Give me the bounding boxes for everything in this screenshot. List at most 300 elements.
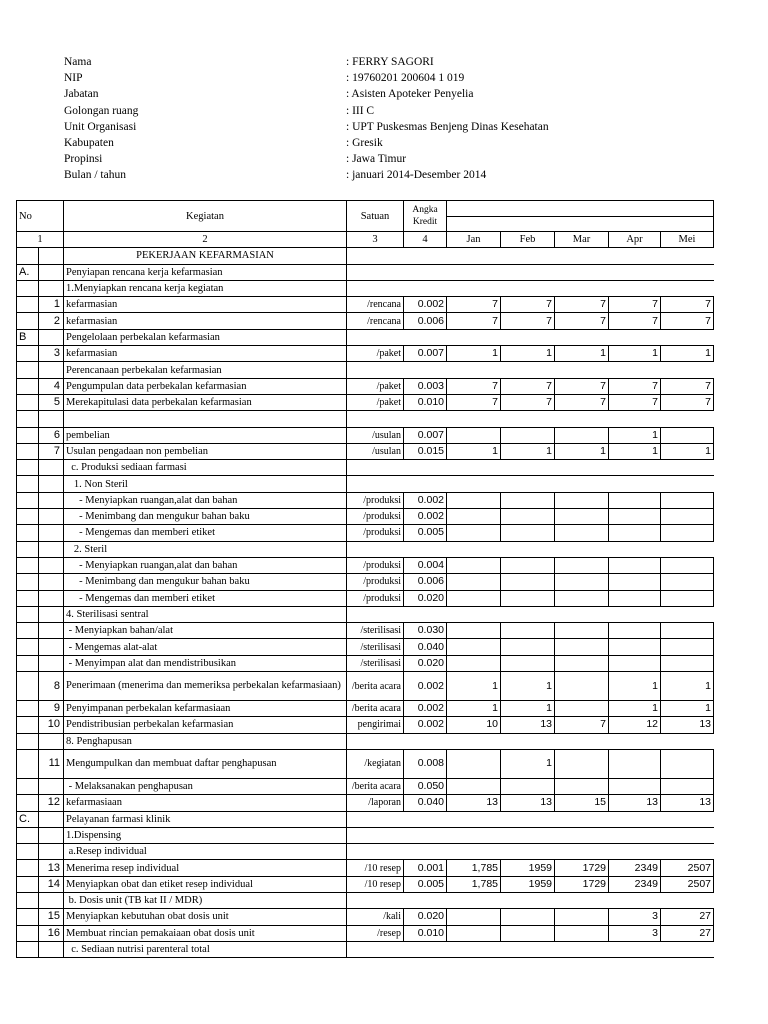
row-kegiatan: b. Dosis unit (TB kat II / MDR) — [64, 892, 347, 908]
row-satuan: /sterilisasi — [347, 639, 404, 655]
row-no — [39, 460, 64, 476]
row-empty-span — [347, 248, 714, 264]
row-no — [39, 941, 64, 957]
row-month-value — [609, 557, 661, 573]
row-no — [39, 362, 64, 378]
table-row — [17, 541, 714, 557]
row-month-value: 1 — [501, 701, 555, 717]
header-angka-kredit: Angka Kredit — [404, 201, 447, 232]
row-month-value: 13 — [661, 717, 714, 733]
info-row — [64, 86, 724, 102]
row-month-value — [661, 509, 714, 525]
row-kegiatan: - Menyimpan alat dan mendistribusikan — [64, 655, 347, 671]
row-month-value — [661, 557, 714, 573]
row-month-value: 13 — [447, 795, 501, 811]
row-satuan: /laporan — [347, 795, 404, 811]
table-row — [17, 492, 714, 508]
row-no — [39, 525, 64, 541]
row-month-value — [447, 492, 501, 508]
row-section — [17, 749, 39, 778]
row-kegiatan: - Mengemas dan memberi etiket — [64, 590, 347, 606]
row-month-value — [501, 525, 555, 541]
row-month-value — [447, 749, 501, 778]
info-row — [64, 119, 724, 135]
table-row — [17, 941, 714, 957]
row-angka-kredit: 0.015 — [404, 443, 447, 459]
row-month-value: 3 — [609, 925, 661, 941]
row-section — [17, 639, 39, 655]
row-empty-span — [347, 941, 714, 957]
row-no — [39, 574, 64, 590]
row-section — [17, 827, 39, 843]
row-month-value: 1 — [661, 443, 714, 459]
row-no — [39, 623, 64, 639]
row-month-value: 1959 — [501, 860, 555, 876]
row-empty-span — [347, 606, 714, 622]
row-empty-span — [347, 280, 714, 296]
row-month-value: 7 — [555, 313, 609, 329]
table-row — [17, 749, 714, 778]
row-empty-span — [347, 811, 714, 827]
row-no — [39, 248, 64, 264]
row-satuan: /berita acara — [347, 672, 404, 701]
info-row — [64, 70, 724, 86]
row-angka-kredit: 0.040 — [404, 795, 447, 811]
row-month-value: 7 — [555, 378, 609, 394]
info-row — [64, 135, 724, 151]
row-month-value — [609, 778, 661, 794]
table-row — [17, 525, 714, 541]
row-angka-kredit: 0.002 — [404, 701, 447, 717]
row-section — [17, 672, 39, 701]
table-row — [17, 411, 714, 427]
row-month-value — [555, 925, 609, 941]
row-month-value: 1959 — [501, 876, 555, 892]
row-month-value: 2349 — [609, 876, 661, 892]
row-month-value — [555, 492, 609, 508]
header-satuan: Satuan — [347, 201, 404, 232]
row-month-value — [661, 590, 714, 606]
row-month-value — [501, 574, 555, 590]
table-row — [17, 606, 714, 622]
row-month-value: 1 — [609, 701, 661, 717]
row-section — [17, 844, 39, 860]
row-month-value: 1 — [661, 672, 714, 701]
info-value: : FERRY SAGORI — [346, 56, 434, 68]
row-month-value: 2349 — [609, 860, 661, 876]
info-label: Jabatan — [64, 88, 99, 101]
row-kegiatan — [64, 411, 347, 427]
info-value: : Asisten Apoteker Penyelia — [346, 88, 474, 101]
row-month-value: 1 — [447, 701, 501, 717]
row-no — [39, 280, 64, 296]
row-angka-kredit: 0.030 — [404, 623, 447, 639]
row-month-value: 7 — [609, 394, 661, 410]
header-month-mei: Mei — [661, 232, 714, 248]
info-value: : Gresik — [346, 136, 383, 149]
row-section: C. — [17, 811, 39, 827]
row-no — [39, 476, 64, 492]
row-no: 5 — [39, 394, 64, 410]
row-satuan: /produksi — [347, 590, 404, 606]
row-month-value: 7 — [661, 313, 714, 329]
row-empty-span — [347, 411, 714, 427]
row-empty-span — [347, 844, 714, 860]
row-section — [17, 655, 39, 671]
row-no: 15 — [39, 909, 64, 925]
table-row — [17, 876, 714, 892]
row-no: 13 — [39, 860, 64, 876]
row-no — [39, 329, 64, 345]
row-angka-kredit: 0.050 — [404, 778, 447, 794]
row-month-value — [609, 639, 661, 655]
row-month-value: 7 — [609, 313, 661, 329]
row-month-value: 3 — [609, 909, 661, 925]
row-kegiatan: 8. Penghapusan — [64, 733, 347, 749]
row-month-value: 13 — [501, 795, 555, 811]
row-empty-span — [347, 329, 714, 345]
row-no: 1 — [39, 297, 64, 313]
row-satuan: /paket — [347, 394, 404, 410]
row-month-value: 1 — [447, 443, 501, 459]
row-month-value: 7 — [501, 378, 555, 394]
row-month-value — [609, 509, 661, 525]
info-row — [64, 167, 724, 183]
row-kegiatan: Membuat rincian pemakaiaan obat dosis unit — [64, 925, 347, 941]
row-month-value — [447, 574, 501, 590]
row-month-value — [555, 749, 609, 778]
row-month-value: 13 — [661, 795, 714, 811]
row-section — [17, 892, 39, 908]
row-month-value: 1 — [555, 346, 609, 362]
row-satuan: /usulan — [347, 427, 404, 443]
row-angka-kredit: 0.001 — [404, 860, 447, 876]
row-kegiatan: Usulan pengadaan non pembelian — [64, 443, 347, 459]
row-month-value — [501, 655, 555, 671]
row-month-value — [661, 749, 714, 778]
row-month-value — [555, 639, 609, 655]
row-month-value: 1 — [447, 672, 501, 701]
row-month-value: 13 — [501, 717, 555, 733]
row-month-value — [661, 623, 714, 639]
row-angka-kredit: 0.020 — [404, 655, 447, 671]
row-month-value: 1 — [447, 346, 501, 362]
row-no — [39, 733, 64, 749]
row-no: 6 — [39, 427, 64, 443]
row-month-value: 7 — [447, 313, 501, 329]
table-row — [17, 362, 714, 378]
row-kegiatan: c. Produksi sediaan farmasi — [64, 460, 347, 476]
row-month-value: 1 — [555, 443, 609, 459]
row-kegiatan: Pengelolaan perbekalan kefarmasian — [64, 329, 347, 345]
row-section — [17, 778, 39, 794]
row-month-value — [661, 639, 714, 655]
row-kegiatan: Menerima resep individual — [64, 860, 347, 876]
row-angka-kredit: 0.010 — [404, 394, 447, 410]
row-month-value — [661, 427, 714, 443]
header-months-blank — [447, 217, 714, 232]
row-month-value: 1 — [501, 346, 555, 362]
row-month-value: 1 — [661, 346, 714, 362]
row-kegiatan: kefarmasian — [64, 313, 347, 329]
row-month-value — [609, 574, 661, 590]
row-month-value — [609, 590, 661, 606]
row-month-value — [555, 655, 609, 671]
row-angka-kredit: 0.006 — [404, 574, 447, 590]
row-kegiatan: Penyimpanan perbekalan kefarmasiaan — [64, 701, 347, 717]
table-row — [17, 346, 714, 362]
row-no: 9 — [39, 701, 64, 717]
row-section — [17, 411, 39, 427]
row-month-value — [501, 909, 555, 925]
info-label: Bulan / tahun — [64, 169, 126, 182]
row-angka-kredit: 0.006 — [404, 313, 447, 329]
row-month-value: 10 — [447, 717, 501, 733]
row-satuan: /kegiatan — [347, 749, 404, 778]
row-kegiatan: - Menyiapkan ruangan,alat dan bahan — [64, 557, 347, 573]
row-section — [17, 313, 39, 329]
row-empty-span — [347, 264, 714, 280]
row-no — [39, 264, 64, 280]
row-satuan: /kali — [347, 909, 404, 925]
row-kegiatan: Menyiapkan kebutuhan obat dosis unit — [64, 909, 347, 925]
row-kegiatan: 4. Sterilisasi sentral — [64, 606, 347, 622]
row-kegiatan: 1.Menyiapkan rencana kerja kegiatan — [64, 280, 347, 296]
row-kegiatan: 1. Non Steril — [64, 476, 347, 492]
info-label: NIP — [64, 72, 83, 85]
row-empty-span — [347, 362, 714, 378]
row-month-value — [447, 925, 501, 941]
row-angka-kredit: 0.020 — [404, 590, 447, 606]
table-row — [17, 443, 714, 459]
row-month-value: 1729 — [555, 876, 609, 892]
row-section: B — [17, 329, 39, 345]
row-kegiatan: - Menimbang dan mengukur bahan baku — [64, 574, 347, 590]
row-section — [17, 443, 39, 459]
table-row — [17, 623, 714, 639]
row-month-value — [501, 623, 555, 639]
row-month-value: 7 — [609, 297, 661, 313]
row-kegiatan: c. Sediaan nutrisi parenteral total — [64, 941, 347, 957]
row-satuan: /10 resep — [347, 876, 404, 892]
row-empty-span — [347, 541, 714, 557]
header-no: No — [17, 201, 64, 232]
row-section — [17, 606, 39, 622]
row-empty-span — [347, 733, 714, 749]
row-kegiatan: kefarmasian — [64, 297, 347, 313]
row-kegiatan: - Mengemas alat-alat — [64, 639, 347, 655]
info-label: Propinsi — [64, 153, 103, 166]
row-month-value: 7 — [501, 313, 555, 329]
row-no: 4 — [39, 378, 64, 394]
row-month-value: 7 — [661, 378, 714, 394]
row-section — [17, 427, 39, 443]
row-empty-span — [347, 460, 714, 476]
info-row — [64, 103, 724, 119]
row-month-value — [447, 525, 501, 541]
table-row — [17, 557, 714, 573]
table-row — [17, 909, 714, 925]
row-kegiatan: Pendistribusian perbekalan kefarmasian — [64, 717, 347, 733]
row-kegiatan: - Menyiapkan bahan/alat — [64, 623, 347, 639]
row-month-value: 15 — [555, 795, 609, 811]
table-row — [17, 427, 714, 443]
row-no — [39, 590, 64, 606]
header-kegiatan: Kegiatan — [64, 201, 347, 232]
row-month-value: 1 — [609, 672, 661, 701]
row-section — [17, 701, 39, 717]
row-no — [39, 811, 64, 827]
row-angka-kredit: 0.005 — [404, 876, 447, 892]
table-row — [17, 733, 714, 749]
table-row — [17, 509, 714, 525]
row-month-value — [501, 427, 555, 443]
table-row — [17, 329, 714, 345]
table-row — [17, 844, 714, 860]
row-month-value: 2507 — [661, 860, 714, 876]
row-month-value — [555, 509, 609, 525]
row-section — [17, 362, 39, 378]
table-row — [17, 476, 714, 492]
row-no: 2 — [39, 313, 64, 329]
row-kegiatan: kefarmasian — [64, 346, 347, 362]
row-no: 10 — [39, 717, 64, 733]
row-angka-kredit: 0.002 — [404, 717, 447, 733]
info-label: Golongan ruang — [64, 104, 139, 117]
row-section — [17, 280, 39, 296]
info-label: Kabupaten — [64, 136, 114, 149]
table-row — [17, 394, 714, 410]
row-no: 16 — [39, 925, 64, 941]
row-satuan: /rencana — [347, 297, 404, 313]
row-month-value — [447, 557, 501, 573]
info-row — [64, 151, 724, 167]
row-month-value — [555, 557, 609, 573]
row-month-value: 7 — [501, 297, 555, 313]
row-no: 8 — [39, 672, 64, 701]
row-section — [17, 378, 39, 394]
row-section — [17, 476, 39, 492]
row-section — [17, 557, 39, 573]
row-no — [39, 827, 64, 843]
row-satuan: /rencana — [347, 313, 404, 329]
row-month-value — [661, 574, 714, 590]
row-section — [17, 909, 39, 925]
row-month-value: 1 — [609, 346, 661, 362]
table-row — [17, 313, 714, 329]
table-row — [17, 827, 714, 843]
row-section — [17, 297, 39, 313]
row-no — [39, 892, 64, 908]
row-month-value — [609, 525, 661, 541]
row-month-value — [555, 427, 609, 443]
row-month-value — [661, 778, 714, 794]
row-satuan: /produksi — [347, 525, 404, 541]
row-month-value — [609, 623, 661, 639]
row-kegiatan: - Melaksanakan penghapusan — [64, 778, 347, 794]
row-section — [17, 460, 39, 476]
row-month-value — [447, 909, 501, 925]
row-satuan: /berita acara — [347, 778, 404, 794]
row-month-value — [447, 639, 501, 655]
row-no: 11 — [39, 749, 64, 778]
row-month-value: 7 — [447, 297, 501, 313]
row-section — [17, 346, 39, 362]
row-month-value — [609, 749, 661, 778]
row-kegiatan: Penerimaan (menerima dan memeriksa perbekalan kefarmasiaan) — [64, 672, 347, 701]
row-month-value: 13 — [609, 795, 661, 811]
row-no — [39, 541, 64, 557]
table-row — [17, 264, 714, 280]
row-kegiatan: kefarmasiaan — [64, 795, 347, 811]
table-row — [17, 378, 714, 394]
table-row — [17, 574, 714, 590]
table-row — [17, 460, 714, 476]
row-satuan: pengirimai — [347, 717, 404, 733]
table-row — [17, 892, 714, 908]
row-section — [17, 492, 39, 508]
row-satuan: /produksi — [347, 557, 404, 573]
row-section — [17, 590, 39, 606]
row-satuan: /produksi — [347, 574, 404, 590]
row-angka-kredit: 0.007 — [404, 346, 447, 362]
row-month-value — [555, 623, 609, 639]
row-month-value — [555, 525, 609, 541]
row-satuan: /paket — [347, 378, 404, 394]
row-month-value: 27 — [661, 925, 714, 941]
row-month-value: 1,785 — [447, 876, 501, 892]
row-angka-kredit: 0.002 — [404, 297, 447, 313]
row-satuan: /produksi — [347, 509, 404, 525]
info-value: : III C — [346, 104, 375, 117]
row-angka-kredit: 0.007 — [404, 427, 447, 443]
employee-info — [64, 54, 724, 184]
row-section — [17, 394, 39, 410]
row-section — [17, 795, 39, 811]
row-month-value — [501, 492, 555, 508]
row-satuan: /paket — [347, 346, 404, 362]
row-month-value — [555, 672, 609, 701]
row-month-value: 7 — [447, 378, 501, 394]
row-section — [17, 941, 39, 957]
info-row — [64, 54, 724, 70]
row-section — [17, 541, 39, 557]
table-row — [17, 639, 714, 655]
row-month-value — [661, 525, 714, 541]
row-satuan: /resep — [347, 925, 404, 941]
row-month-value — [447, 655, 501, 671]
row-section — [17, 509, 39, 525]
row-satuan: /berita acara — [347, 701, 404, 717]
row-section — [17, 623, 39, 639]
row-month-value: 1 — [661, 701, 714, 717]
row-month-value — [555, 574, 609, 590]
row-month-value — [555, 590, 609, 606]
info-value: : 19760201 200604 1 019 — [346, 72, 465, 85]
row-kegiatan: Menyiapkan obat dan etiket resep individual — [64, 876, 347, 892]
info-label: Unit Organisasi — [64, 120, 137, 133]
row-kegiatan: - Menyiapkan ruangan,alat dan bahan — [64, 492, 347, 508]
row-no — [39, 509, 64, 525]
row-month-value: 1 — [501, 749, 555, 778]
table-row — [17, 860, 714, 876]
row-no: 7 — [39, 443, 64, 459]
row-no: 3 — [39, 346, 64, 362]
header-index-1: 1 — [17, 232, 64, 248]
info-label: Nama — [64, 56, 92, 68]
row-no — [39, 778, 64, 794]
row-angka-kredit: 0.004 — [404, 557, 447, 573]
